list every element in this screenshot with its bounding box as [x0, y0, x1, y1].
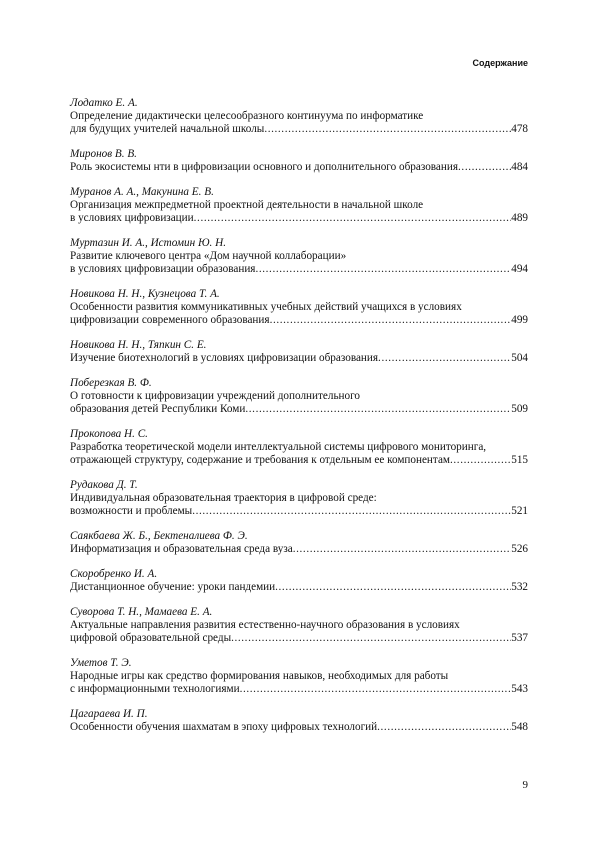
- entry-author: Новикова Н. Н., Кузнецова Т. А.: [70, 288, 220, 300]
- toc-entry: [70, 148, 528, 174]
- dot-leader: [245, 403, 511, 416]
- entry-title-last-line: [70, 403, 528, 416]
- entry-title-line: Индивидуальная образовательная траектория в цифровой среде:: [70, 492, 377, 504]
- entry-author: Уметов Т. Э.: [70, 657, 132, 669]
- toc-entry: [70, 237, 528, 276]
- toc-entry: [70, 568, 528, 594]
- entry-title-text: возможности и проблемы: [70, 505, 193, 517]
- entry-title-last-line: [70, 505, 528, 518]
- dot-leader: [264, 123, 511, 136]
- entry-author: Саякбаева Ж. Б., Бектеналиева Ф. Э.: [70, 530, 248, 542]
- entry-author: Муртазин И. А., Истомин Ю. Н.: [70, 237, 226, 249]
- entry-title-text: Информатизация и образовательная среда вуза: [70, 543, 293, 555]
- entry-page-number: 537: [511, 632, 528, 644]
- entry-title-text: образования детей Республики Коми: [70, 403, 246, 415]
- entry-title-last-line: [70, 632, 528, 645]
- entry-author: Прокопова Н. С.: [70, 428, 148, 440]
- entry-title-last-line: [70, 543, 528, 556]
- dot-leader: [192, 505, 511, 518]
- toc-entry: [70, 708, 528, 734]
- entry-title-line: О готовности к цифровизации учреждений дополнительного: [70, 390, 361, 402]
- entry-title-last-line: [70, 721, 528, 734]
- dot-leader: [293, 543, 511, 556]
- toc-entry: [70, 479, 528, 518]
- entry-title-text: для будущих учителей начальной школы: [70, 123, 265, 135]
- entry-page-number: 532: [511, 581, 528, 593]
- entry-title-last-line: [70, 212, 528, 225]
- dot-leader: [255, 263, 511, 276]
- entry-title-last-line: [70, 352, 528, 365]
- toc-entry: [70, 530, 528, 556]
- entry-page-number: 489: [511, 212, 528, 224]
- entry-page-number: 526: [511, 543, 528, 555]
- entry-author: Новикова Н. Н., Тяпкин С. Е.: [70, 339, 207, 351]
- entry-page-number: 478: [511, 123, 528, 135]
- dot-leader: [240, 683, 512, 696]
- entry-title-last-line: [70, 454, 528, 467]
- entry-title-line: Развитие ключевого центра «Дом научной коллаборации»: [70, 250, 347, 262]
- entry-author: Цагараева И. П.: [70, 708, 148, 720]
- dot-leader: [270, 314, 512, 327]
- entry-title-text: Дистанционное обучение: уроки пандемии: [70, 581, 276, 593]
- table-of-contents: [70, 97, 528, 746]
- page-number: 9: [522, 779, 528, 791]
- toc-entry: [70, 288, 528, 327]
- entry-author: Поберезкая В. Ф.: [70, 377, 152, 389]
- entry-title-last-line: [70, 123, 528, 136]
- entry-author: Рудакова Д. Т.: [70, 479, 138, 491]
- entry-title-last-line: [70, 263, 528, 276]
- toc-entry: [70, 606, 528, 645]
- entry-author: Миронов В. В.: [70, 148, 137, 160]
- toc-entry: [70, 97, 528, 136]
- entry-title-last-line: [70, 314, 528, 327]
- entry-title-line: Особенности развития коммуникативных учебных действий учащихся в условиях: [70, 301, 462, 313]
- entry-page-number: 504: [511, 352, 528, 364]
- entry-title-text: цифровизации современного образования: [70, 314, 270, 326]
- entry-title-line: Народные игры как средство формирования навыков, необходимых для работы: [70, 670, 449, 682]
- entry-title-text: Изучение биотехнологий в условиях цифровизации образования: [70, 352, 379, 364]
- dot-leader: [450, 454, 511, 467]
- entry-author: Скоробренко И. А.: [70, 568, 158, 580]
- toc-entry: [70, 428, 528, 467]
- toc-entry: [70, 339, 528, 365]
- entry-title-line: Определение дидактически целесообразного континуума по информатике: [70, 110, 424, 122]
- dot-leader: [378, 352, 511, 365]
- entry-title-last-line: [70, 581, 528, 594]
- entry-title-text: Особенности обучения шахматам в эпоху цифровых технологий: [70, 721, 378, 733]
- running-header: Содержание: [472, 58, 528, 68]
- entry-title-text: отражающей структуру, содержание и требования к отдельным ее компонентам: [70, 454, 450, 466]
- entry-page-number: 499: [511, 314, 528, 326]
- entry-page-number: 543: [511, 683, 528, 695]
- toc-entry: [70, 377, 528, 416]
- dot-leader: [458, 161, 511, 174]
- dot-leader: [275, 581, 511, 594]
- toc-entry: [70, 657, 528, 696]
- entry-title-text: в условиях цифровизации: [70, 212, 194, 224]
- entry-title-line: Разработка теоретической модели интеллектуальной системы цифрового мониторинга,: [70, 441, 487, 453]
- toc-entry: [70, 186, 528, 225]
- entry-title-line: Организация межпредметной проектной деятельности в начальной школе: [70, 199, 424, 211]
- entry-title-text: цифровой образовательной среды: [70, 632, 232, 644]
- entry-title-last-line: [70, 161, 528, 174]
- dot-leader: [231, 632, 511, 645]
- dot-leader: [194, 212, 512, 225]
- entry-page-number: 521: [511, 505, 528, 517]
- entry-title-line: Актуальные направления развития естественно-научного образования в условиях: [70, 619, 460, 631]
- dot-leader: [377, 721, 511, 734]
- entry-title-last-line: [70, 683, 528, 696]
- entry-author: Лодатко Е. А.: [70, 97, 138, 109]
- entry-page-number: 509: [511, 403, 528, 415]
- entry-author: Суворова Т. Н., Мамаева Е. А.: [70, 606, 213, 618]
- entry-title-text: с информационными технологиями: [70, 683, 240, 695]
- entry-title-text: в условиях цифровизации образования: [70, 263, 256, 275]
- entry-author: Муранов А. А., Макунина Е. В.: [70, 186, 214, 198]
- entry-page-number: 548: [511, 721, 528, 733]
- entry-page-number: 484: [511, 161, 528, 173]
- entry-page-number: 515: [511, 454, 528, 466]
- entry-title-text: Роль экосистемы нти в цифровизации основного и дополнительного образования: [70, 161, 459, 173]
- entry-page-number: 494: [511, 263, 528, 275]
